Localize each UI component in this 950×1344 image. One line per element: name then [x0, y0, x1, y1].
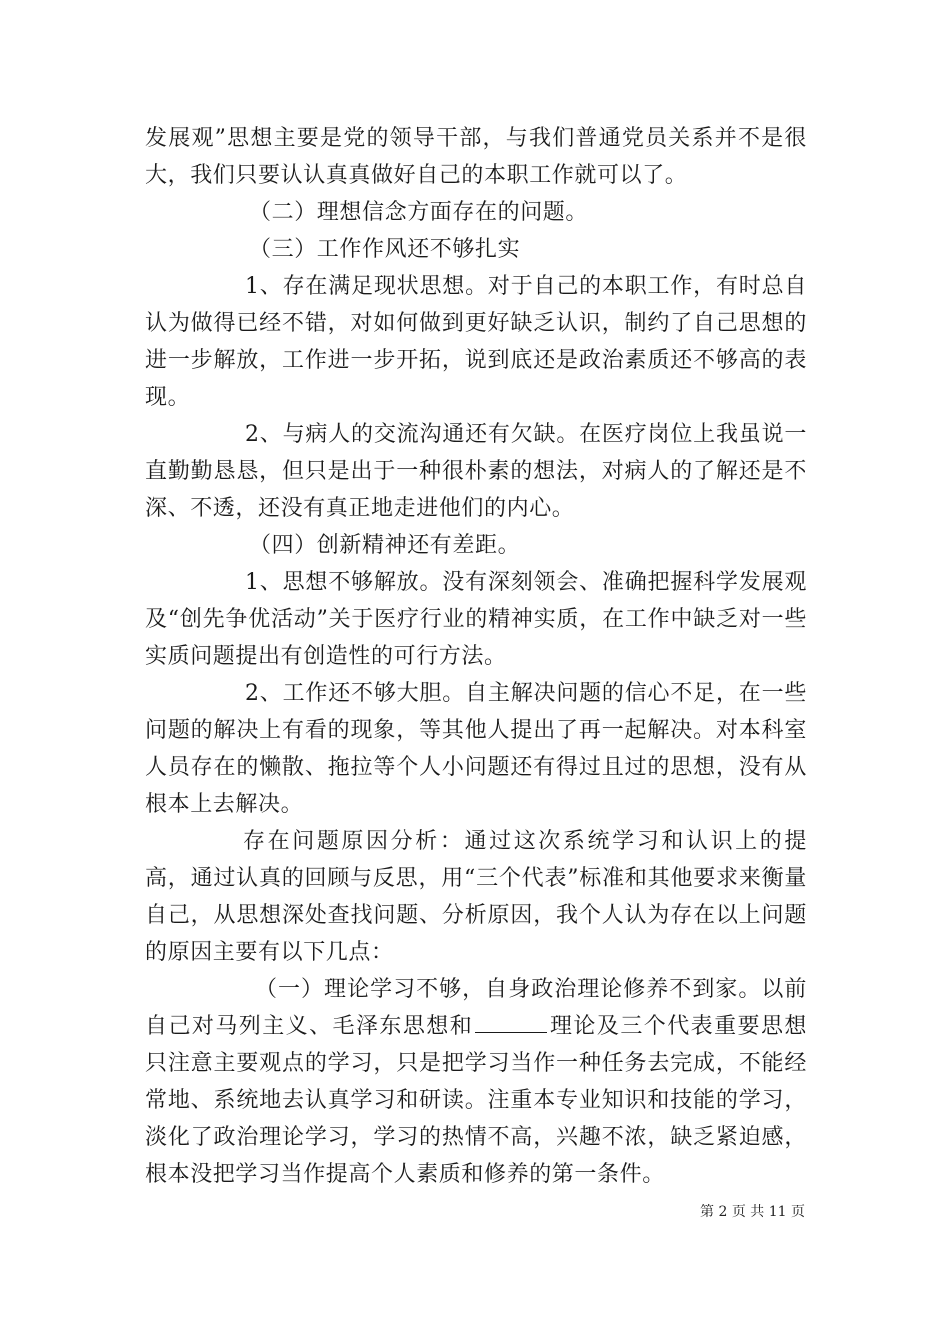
- section-heading-2: （二）理想信念方面存在的问题。: [249, 200, 589, 225]
- paragraph-item-4-2: 2、工作还不够大胆。自主解决问题的信心不足，在一些问题的解决上有看的现象，等其他人提出了再一起解决。对本科室人员存在的懒散、拖拉等个人小问题还有得过且过的思想，没有从根本上去解决。: [145, 681, 807, 817]
- paragraph-cause-analysis: 存在问题原因分析：通过这次系统学习和认识上的提高，通过认真的回顾与反思，用“三个代表”标准和其他要求来衡量自己，从思想深处查找问题、分析原因，我个人认为存在以上问题的原因主要有以下几点：: [145, 829, 807, 965]
- paragraph-cause-1: [145, 971, 807, 1193]
- paragraph-item-4-1: 1、思想不够解放。没有深刻领会、准确把握科学发展观及“创先争优活动”关于医疗行业的精神实质，在工作中缺乏对一些实质问题提出有创造性的可行方法。: [145, 570, 807, 669]
- fill-in-blank: [475, 1012, 547, 1033]
- page-number-footer: 第 2 页 共 11 页: [700, 1204, 805, 1220]
- cause-1-text-after-blank: 理论及三个代表重要思想只注意主要观点的学习，只是把学习当作一种任务去完成，不能经常地、系统地去认真学习和研读。注重本专业知识和技能的学习，淡化了政治理论学习，学习的热情不高，兴趣不浓，缺乏紧迫感，根本没把学习当作提高个人素质和修养的第一条件。: [145, 1014, 807, 1187]
- paragraph-continuation: 发展观”思想主要是党的领导干部，与我们普通党员关系并不是很大，我们只要认认真真做好自己的本职工作就可以了。: [145, 126, 807, 188]
- section-heading-4: （四）创新精神还有差距。: [249, 533, 521, 558]
- paragraph-item-3-2: 2、与病人的交流沟通还有欠缺。在医疗岗位上我虽说一直勤勤恳恳，但只是出于一种很朴素的想法，对病人的了解还是不深、不透，还没有真正地走进他们的内心。: [145, 422, 807, 521]
- section-heading-3: （三）工作作风还不够扎实: [249, 237, 521, 262]
- cause-1-text-before-blank: （一）理论学习不够，自身政治理论修养不到家。以前自己对马列主义、毛泽东思想和: [145, 977, 807, 1039]
- paragraph-item-3-1: 1、存在满足现状思想。对于自己的本职工作，有时总自认为做得已经不错，对如何做到更好缺乏认识，制约了自己思想的进一步解放，工作进一步开拓，说到底还是政治素质还不够高的表现。: [145, 274, 807, 410]
- document-body: [145, 120, 807, 1193]
